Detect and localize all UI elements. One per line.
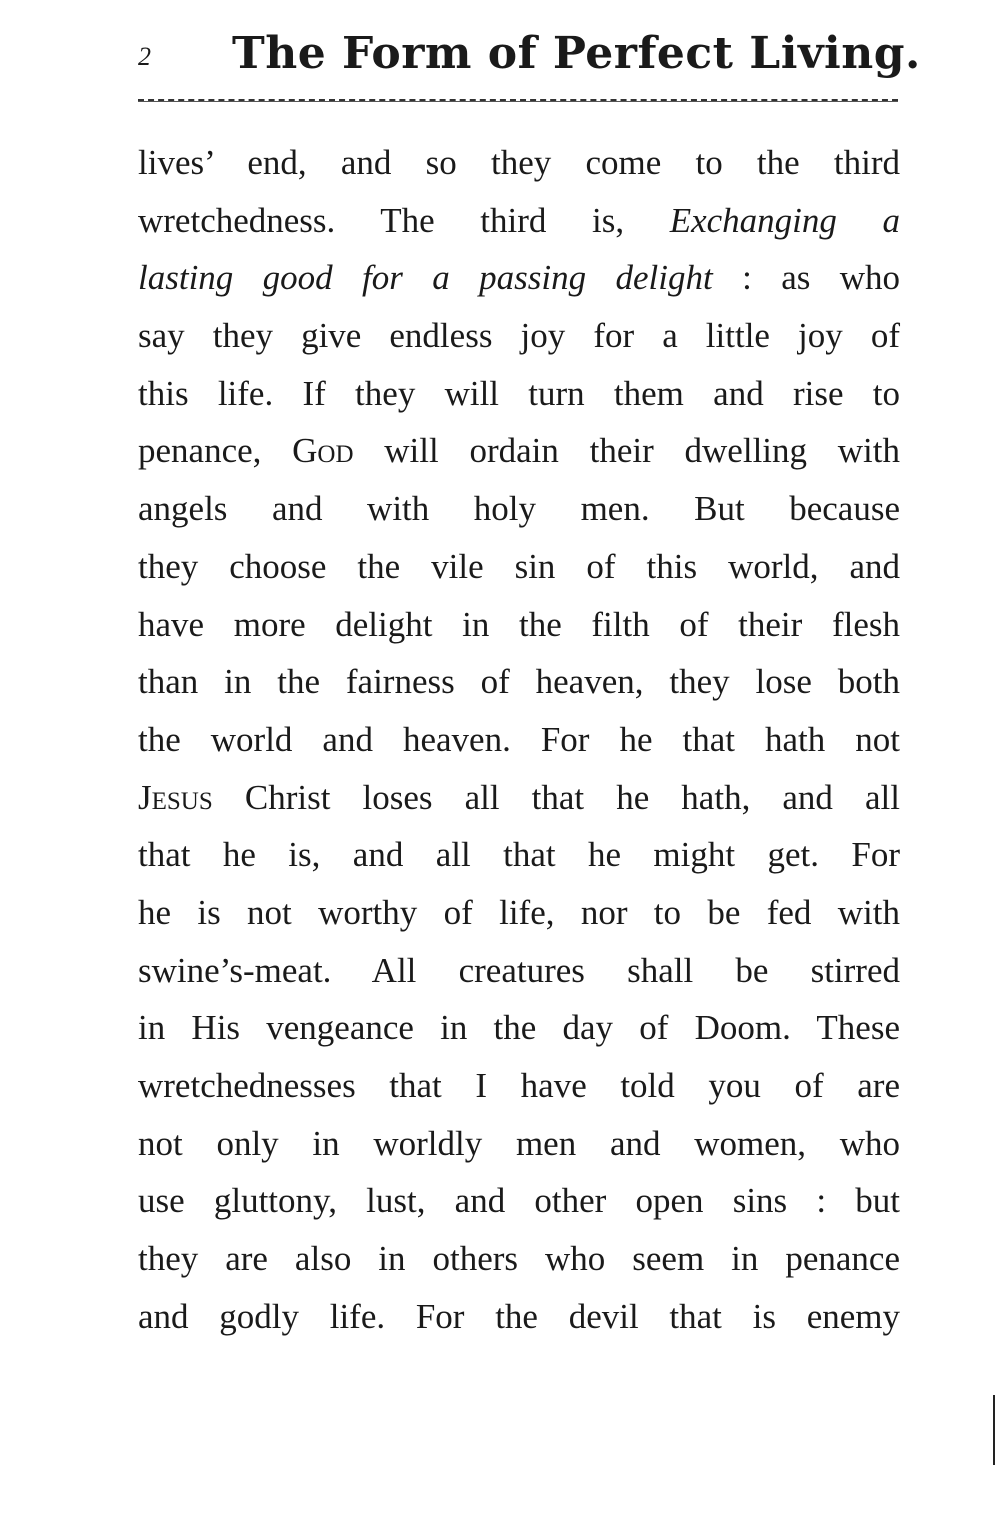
text-segment: he is not worthy of life, nor to be fed with xyxy=(138,892,900,932)
body-text xyxy=(138,134,900,1345)
page-number: 2 xyxy=(138,42,151,71)
small-caps-text: God xyxy=(292,431,354,471)
text-line xyxy=(138,653,900,711)
text-line xyxy=(138,192,900,250)
text-line xyxy=(138,249,900,307)
text-line xyxy=(138,1057,900,1115)
text-line xyxy=(138,1172,900,1230)
text-segment: this life. If they will turn them and rise to xyxy=(138,373,900,413)
text-segment: wretchedness. The third is, xyxy=(138,200,670,240)
text-segment: they are also in others who seem in penance xyxy=(138,1239,900,1279)
text-line xyxy=(138,365,900,423)
running-head: The Form of Perfect Living. xyxy=(232,28,921,79)
text-segment: not only in worldly men and women, who xyxy=(138,1123,900,1163)
text-line xyxy=(138,711,900,769)
text-segment: and godly life. For the devil that is enemy xyxy=(138,1296,900,1336)
text-segment: lives’ end, and so they come to the third xyxy=(138,143,900,182)
text-segment: wretchednesses that I have told you of are xyxy=(138,1066,900,1105)
text-segment: will ordain their dwelling with xyxy=(353,431,900,471)
text-line xyxy=(138,999,900,1057)
text-line xyxy=(138,596,900,654)
text-line xyxy=(138,884,900,942)
text-line xyxy=(138,134,900,192)
text-segment: Christ loses all that he hath, and all xyxy=(212,777,900,817)
text-line xyxy=(138,307,900,365)
text-segment: that he is, and all that he might get. For xyxy=(138,835,900,875)
text-segment: penance, xyxy=(138,431,293,471)
text-segment: than in the fairness of heaven, they lose both xyxy=(138,662,900,702)
text-segment: have more delight in the filth of their flesh xyxy=(138,604,900,644)
text-line xyxy=(138,826,900,884)
text-line xyxy=(138,480,900,538)
text-segment: : as who xyxy=(712,258,901,298)
small-caps-text: Jesus xyxy=(138,777,213,817)
margin-mark xyxy=(993,1395,995,1465)
header-rule-underline xyxy=(138,101,898,102)
text-segment: the world and heaven. For he that hath not xyxy=(138,719,900,759)
italic-text: lasting good for a passing delight xyxy=(138,258,713,298)
text-segment: say they give endless joy for a little joy of xyxy=(138,316,900,356)
text-segment: angels and with holy men. But because xyxy=(138,489,900,529)
text-segment: swine’s-meat. All creatures shall be stirred xyxy=(138,950,900,990)
text-line xyxy=(138,942,900,1000)
text-line xyxy=(138,769,900,827)
text-segment: in His vengeance in the day of Doom. These xyxy=(138,1008,900,1048)
text-line xyxy=(138,1230,900,1288)
text-line xyxy=(138,422,900,480)
text-line xyxy=(138,1288,900,1346)
text-segment: use gluttony, lust, and other open sins : but xyxy=(138,1181,900,1221)
text-segment: they choose the vile sin of this world, and xyxy=(138,546,900,586)
text-line xyxy=(138,538,900,596)
italic-text: Exchanging a xyxy=(669,200,900,240)
text-line xyxy=(138,1115,900,1173)
